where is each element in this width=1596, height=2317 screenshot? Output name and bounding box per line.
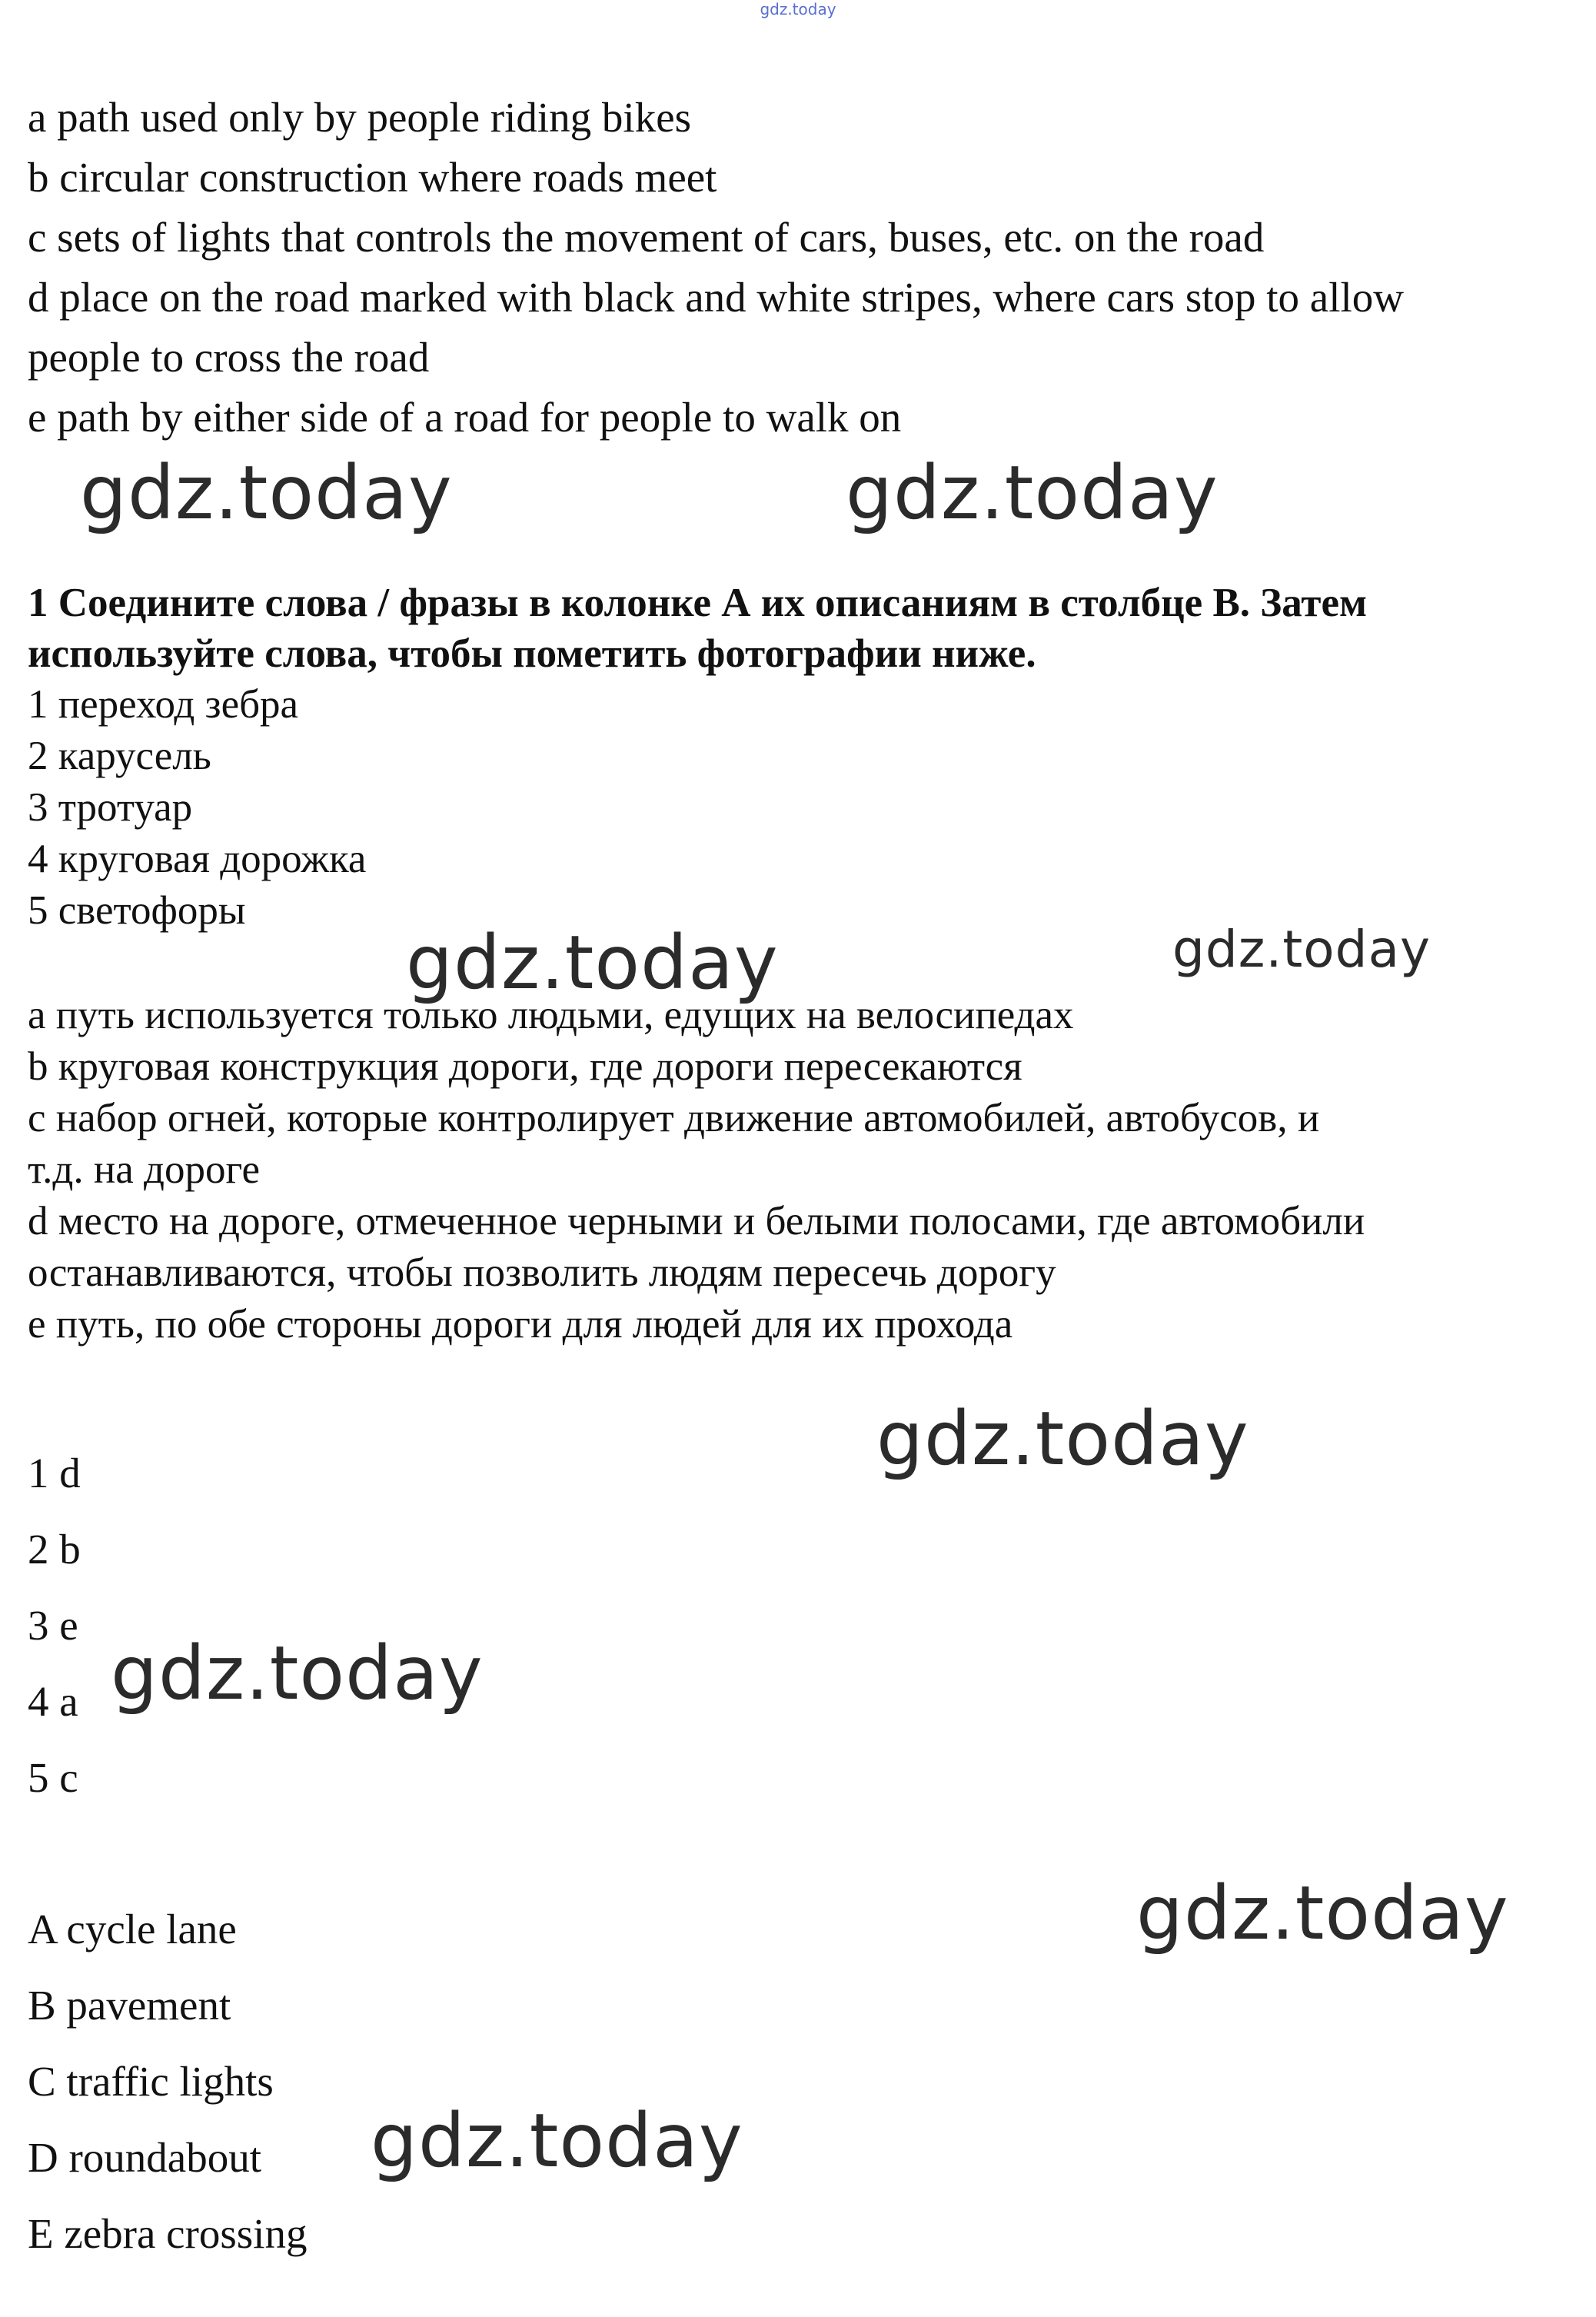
answer-5: 5 c bbox=[28, 1754, 78, 1801]
photo-label-c: C traffic lights bbox=[28, 2058, 274, 2105]
task-heading-line-1: 1 Соедините слова / фразы в колонке А их описаниям в столбце В. Затем bbox=[28, 581, 1368, 625]
watermark: gdz.today bbox=[111, 1630, 484, 1716]
watermark: gdz.today bbox=[80, 450, 453, 536]
russian-word-2: 2 карусель bbox=[28, 734, 211, 778]
english-definition-a: a path used only by people riding bikes bbox=[28, 94, 692, 141]
english-definition-d-continued: people to cross the road bbox=[28, 334, 430, 381]
russian-definition-a: а путь используется только людьми, едущих на велосипедах bbox=[28, 993, 1074, 1037]
english-definition-d: d place on the road marked with black and white stripes, where cars stop to allow bbox=[28, 274, 1404, 321]
russian-definition-d: d место на дороге, отмеченное черными и белыми полосами, где автомобили bbox=[28, 1199, 1365, 1243]
answer-4: 4 a bbox=[28, 1678, 78, 1725]
photo-label-e: E zebra crossing bbox=[28, 2210, 308, 2257]
russian-word-4: 4 круговая дорожка bbox=[28, 837, 367, 881]
russian-word-3: 3 тротуар bbox=[28, 785, 193, 830]
watermark: gdz.today bbox=[1172, 920, 1431, 979]
russian-definition-e: е путь, по обе стороны дороги для людей для их прохода bbox=[28, 1302, 1013, 1347]
english-definition-b: b circular construction where roads meet bbox=[28, 154, 717, 201]
watermark: gdz.today bbox=[371, 2098, 743, 2184]
photo-label-b: B pavement bbox=[28, 1982, 231, 2029]
source-mark: gdz.today bbox=[760, 0, 836, 18]
watermark: gdz.today bbox=[876, 1396, 1249, 1482]
task-heading-line-2: используйте слова, чтобы пометить фотографии ниже. bbox=[28, 631, 1036, 676]
answer-3: 3 e bbox=[28, 1602, 78, 1649]
watermark: gdz.today bbox=[406, 920, 779, 1006]
russian-definition-d-continued: останавливаются, чтобы позволить людям пересечь дорогу bbox=[28, 1250, 1056, 1295]
russian-definition-c: с набор огней, которые контролирует движение автомобилей, автобусов, и bbox=[28, 1096, 1320, 1140]
watermark: gdz.today bbox=[1136, 1870, 1509, 1956]
russian-word-5: 5 светофоры bbox=[28, 888, 246, 933]
russian-definition-b: b круговая конструкция дороги, где дороги пересекаются bbox=[28, 1044, 1022, 1089]
photo-label-a: A cycle lane bbox=[28, 1906, 237, 1952]
english-definition-c: c sets of lights that controls the movement of cars, buses, etc. on the road bbox=[28, 214, 1265, 261]
answer-1: 1 d bbox=[28, 1450, 81, 1496]
russian-word-1: 1 переход зебра bbox=[28, 682, 299, 727]
watermark: gdz.today bbox=[846, 450, 1219, 536]
photo-label-d: D roundabout bbox=[28, 2134, 261, 2181]
answer-2: 2 b bbox=[28, 1526, 81, 1573]
english-definition-e: e path by either side of a road for people to walk on bbox=[28, 394, 902, 441]
russian-definition-c-continued: т.д. на дороге bbox=[28, 1147, 261, 1192]
